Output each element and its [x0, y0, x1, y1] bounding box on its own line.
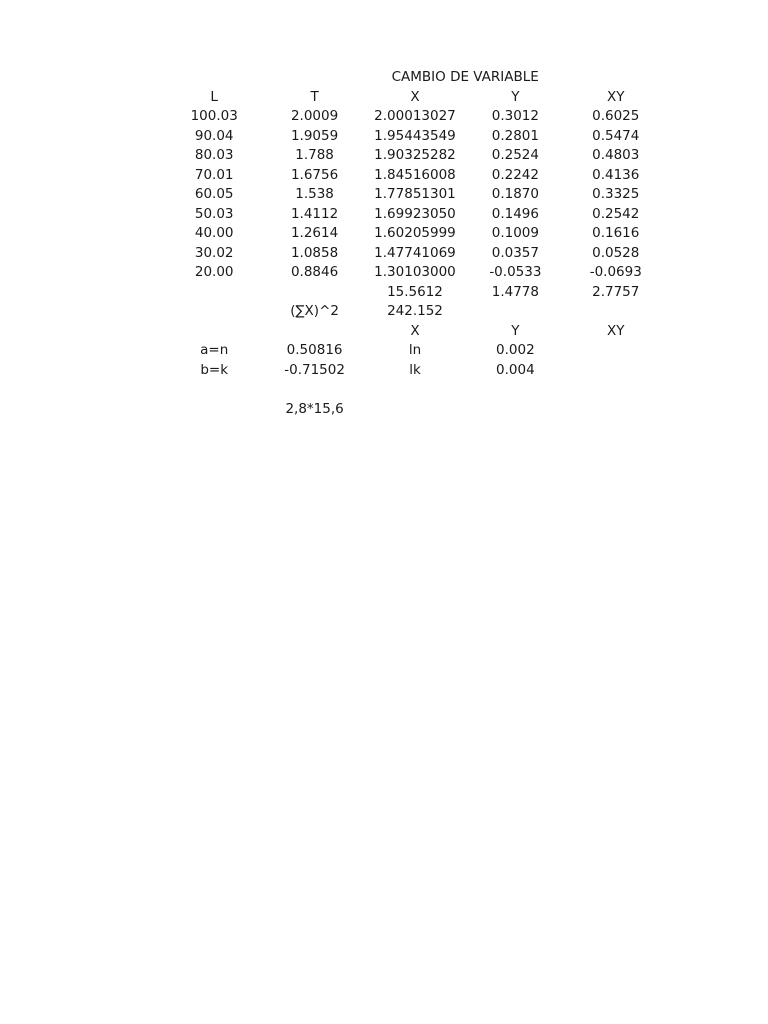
sum-squared-value: 242.152 — [387, 303, 443, 319]
note-row — [164, 400, 666, 420]
sum-xy: 2.7757 — [592, 283, 640, 300]
cell-xy: 0.5474 — [592, 127, 640, 144]
cell-t: 2.0009 — [290, 108, 339, 124]
cell-l: 60.05 — [194, 186, 234, 202]
cell-xy: 0.6025 — [592, 108, 640, 124]
cell-x: 2.00013027 — [374, 108, 456, 124]
cell-y: 0.1496 — [491, 205, 539, 222]
cell-xy: 0.1616 — [592, 225, 640, 241]
table-row — [164, 127, 666, 147]
cell-t: 1.6756 — [290, 166, 339, 183]
sums-row — [164, 283, 666, 303]
header-x: X — [410, 88, 420, 105]
empty-cell — [566, 341, 666, 361]
cell-t: 1.9059 — [290, 127, 339, 144]
cell-xy: 0.4136 — [592, 166, 640, 183]
table-row — [164, 185, 666, 205]
table-row — [164, 244, 666, 264]
cell-xy: 0.0528 — [592, 244, 640, 261]
table-row — [164, 146, 666, 166]
cell-y: 0.2524 — [491, 147, 539, 163]
param-name: lk — [409, 361, 421, 378]
cell-x: 1.47741069 — [374, 244, 456, 261]
cell-xy: 0.3325 — [592, 186, 640, 202]
note-cell: 2,8*15,6 — [285, 400, 344, 417]
cell-l: 50.03 — [194, 205, 234, 222]
table-row — [164, 224, 666, 244]
header-xy-2: XY — [607, 322, 625, 339]
sheet-title: CAMBIO DE VARIABLE — [391, 69, 539, 85]
spreadsheet — [164, 68, 666, 419]
cell-y: 0.2801 — [491, 127, 539, 144]
empty-cell — [465, 302, 565, 322]
cell-y: -0.0533 — [489, 264, 542, 280]
header-row-2 — [164, 322, 666, 342]
param-result: 0.004 — [496, 361, 535, 378]
header-l: L — [210, 88, 218, 105]
cell-l: 30.02 — [194, 244, 234, 261]
cell-x: 1.69923050 — [374, 205, 456, 222]
header-row — [164, 88, 666, 108]
cell-x: 1.30103000 — [374, 264, 456, 280]
cell-xy: 0.2542 — [592, 205, 640, 222]
header-y: Y — [511, 88, 520, 105]
cell-l: 80.03 — [194, 147, 234, 163]
cell-xy: 0.4803 — [592, 147, 640, 163]
table-row — [164, 205, 666, 225]
empty-cell — [566, 361, 666, 381]
empty-cell — [164, 283, 264, 303]
empty-cell — [264, 322, 364, 342]
sum-squared-row — [164, 302, 666, 322]
cell-t: 1.0858 — [290, 244, 339, 261]
table-row — [164, 166, 666, 186]
table-row — [164, 107, 666, 127]
cell-x: 1.95443549 — [374, 127, 456, 144]
sum-squared-label: (∑X)^2 — [290, 303, 339, 319]
header-x-2: X — [410, 322, 420, 339]
cell-t: 1.788 — [295, 147, 334, 163]
cell-l: 90.04 — [194, 127, 234, 144]
sum-y: 1.4778 — [491, 283, 539, 300]
title-row — [164, 68, 666, 88]
param-label: b=k — [200, 361, 229, 378]
cell-x: 1.90325282 — [374, 147, 456, 163]
param-row — [164, 361, 666, 381]
empty-cell — [566, 302, 666, 322]
cell-l: 40.00 — [194, 225, 234, 241]
empty-cell — [164, 400, 264, 420]
header-xy: XY — [607, 88, 625, 105]
empty-cell — [264, 283, 364, 303]
cell-t: 1.2614 — [290, 225, 339, 241]
cell-l: 20.00 — [194, 264, 234, 280]
cell-y: 0.1870 — [491, 186, 539, 202]
header-t: T — [310, 88, 319, 105]
cell-x: 1.77851301 — [374, 186, 456, 202]
cell-x: 1.84516008 — [374, 166, 456, 183]
param-row — [164, 341, 666, 361]
cell-l: 70.01 — [194, 166, 234, 183]
sum-x: 15.5612 — [387, 283, 443, 300]
cell-l: 100.03 — [190, 108, 238, 124]
cell-y: 0.2242 — [491, 166, 539, 183]
cell-xy: -0.0693 — [589, 264, 642, 280]
blank-row — [164, 380, 666, 400]
cell-x: 1.60205999 — [374, 225, 456, 241]
param-result: 0.002 — [496, 342, 535, 358]
cell-t: 1.538 — [295, 186, 334, 202]
cell-y: 0.0357 — [491, 244, 539, 261]
empty-cell — [164, 302, 264, 322]
table-row — [164, 263, 666, 283]
header-y-2: Y — [511, 322, 520, 339]
cell-y: 0.1009 — [491, 225, 539, 241]
param-value: 0.50816 — [286, 342, 343, 358]
empty-cell — [164, 322, 264, 342]
cell-t: 0.8846 — [290, 264, 339, 280]
param-name: ln — [408, 342, 422, 358]
cell-y: 0.3012 — [491, 108, 539, 124]
cell-t: 1.4112 — [290, 205, 339, 222]
param-value: -0.71502 — [284, 361, 345, 378]
param-label: a=n — [200, 342, 229, 358]
